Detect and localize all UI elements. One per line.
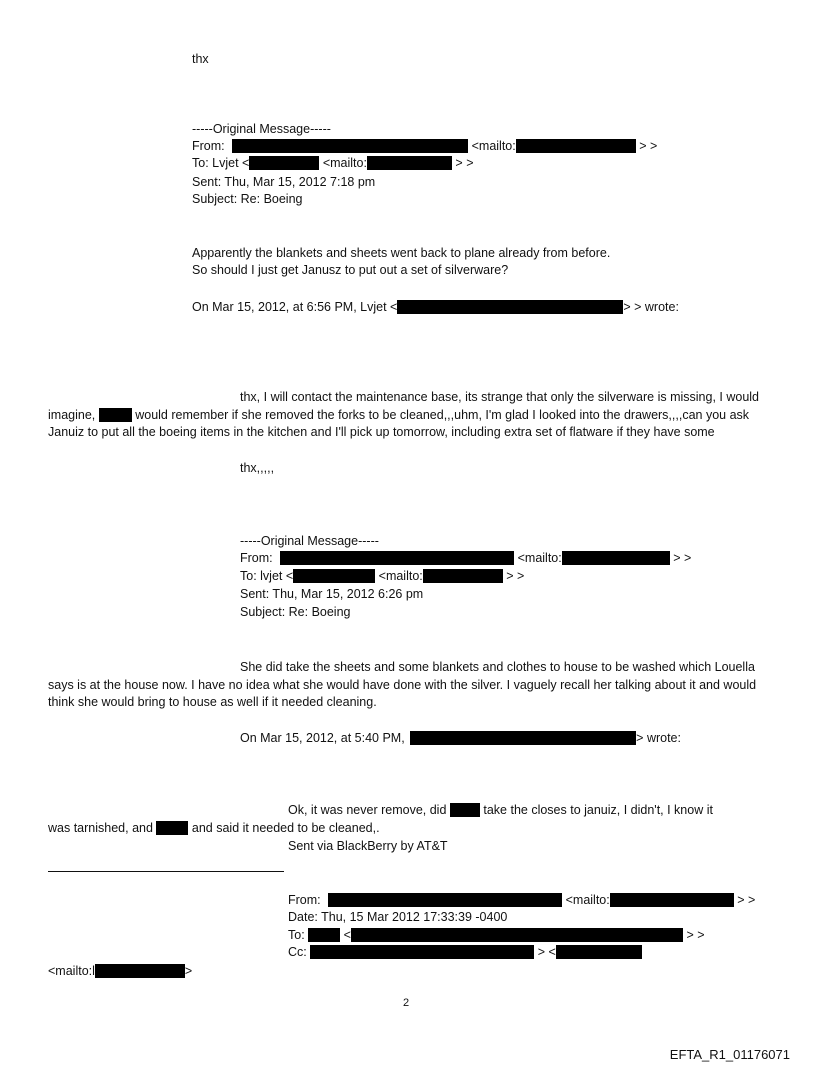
page-number: 2 — [403, 997, 410, 1009]
from-label: From: — [240, 551, 273, 565]
cc-mid: > < — [537, 945, 556, 959]
header-to — [240, 569, 524, 584]
wrote-line — [192, 300, 679, 315]
mailto-end: > — [184, 964, 193, 978]
mailto-end: > > — [639, 139, 658, 153]
signature: Sent via BlackBerry by AT&T — [288, 839, 448, 853]
wrote-prefix: On Mar 15, 2012, at 6:56 PM, Lvjet < — [192, 300, 398, 314]
from-label: From: — [192, 139, 225, 153]
original-message-divider: -----Original Message----- — [192, 122, 331, 136]
redaction-block — [310, 945, 534, 959]
mailto-label: <mailto: — [517, 551, 562, 565]
mailto-end: > > — [737, 893, 756, 907]
message-text: Ok, it was never remove, did — [288, 803, 447, 817]
redaction-block — [95, 964, 185, 978]
message-line — [288, 803, 713, 818]
header-cc — [288, 945, 642, 960]
mailto-tail — [48, 964, 192, 979]
redaction-block — [410, 731, 636, 745]
wrote-line — [240, 731, 681, 746]
redaction-block — [308, 928, 340, 942]
body-line: So should I just get Janusz to put out a set of silverware? — [192, 263, 509, 277]
redaction-block — [293, 569, 375, 583]
body-line: Apparently the blankets and sheets went back to plane already from before. — [192, 246, 611, 260]
redaction-block — [232, 139, 468, 153]
redaction-block — [562, 551, 670, 565]
redaction-block — [423, 569, 503, 583]
mailto-end: > > — [673, 551, 692, 565]
closing: thx,,,,, — [240, 461, 275, 475]
wrote-prefix: On Mar 15, 2012, at 5:40 PM, — [240, 731, 405, 745]
message-body: She did take the sheets and some blankets and clothes to house to be washed which Louella says is at the house now. I have no idea what she would have done with the silver. I vaguely recall her talking about it and would think she would bring to house as well if it needed cleaning. — [48, 660, 757, 709]
header-from — [192, 139, 657, 154]
message-line — [48, 821, 380, 836]
message-text: take the closes to januiz, I didn't, I know it — [483, 803, 713, 817]
redaction-block — [367, 156, 452, 170]
mailto-label: <mailto: — [565, 893, 610, 907]
header-date: Date: Thu, 15 Mar 2012 17:33:39 -0400 — [288, 910, 508, 924]
header-to — [192, 156, 474, 171]
divider-line — [48, 871, 284, 872]
redaction-block — [610, 893, 734, 907]
header-subject: Subject: Re: Boeing — [192, 192, 303, 206]
redaction-block — [328, 893, 562, 907]
message-text: and said it needed to be cleaned,. — [191, 821, 380, 835]
header-sent: Sent: Thu, Mar 15, 2012 7:18 pm — [192, 175, 376, 189]
mailto-end: > > — [455, 156, 474, 170]
redaction-block — [450, 803, 480, 817]
to-end: > > — [686, 928, 705, 942]
mailto-label: <mailto: — [322, 156, 367, 170]
redaction-block — [249, 156, 319, 170]
message-text: thx, I will contact the maintenance base, its strange that only the silverware is missing, I would imagine, — [48, 390, 759, 422]
redaction-block — [351, 928, 683, 942]
header-from — [288, 893, 755, 908]
to-label: To: lvjet < — [240, 569, 294, 583]
redaction-block — [556, 945, 642, 959]
redaction-block — [397, 300, 623, 314]
redaction-block — [516, 139, 636, 153]
to-label: To: Lvjet < — [192, 156, 250, 170]
mailto-label: <mailto: — [471, 139, 516, 153]
header-sent: Sent: Thu, Mar 15, 2012 6:26 pm — [240, 587, 424, 601]
header-subject: Subject: Re: Boeing — [240, 605, 351, 619]
header-from — [240, 551, 691, 566]
mailto-label: <mailto:l — [48, 964, 95, 978]
reply-thx: thx — [192, 52, 209, 66]
to-label: To: — [288, 928, 305, 942]
message-text: would remember if she removed the forks to be cleaned,,,uhm, I'm glad I looked into the drawers,,,,can you ask Januiz to put all the boeing items in the kitchen and I'll pick up tomorrow, including extra set of flatware if they have some — [48, 407, 750, 439]
header-to — [288, 928, 705, 943]
from-label: From: — [288, 893, 321, 907]
to-mid: < — [343, 928, 351, 942]
original-message-divider: -----Original Message----- — [240, 534, 379, 548]
document-id: EFTA_R1_01176071 — [669, 1047, 790, 1062]
mailto-label: <mailto: — [378, 569, 423, 583]
wrote-suffix: > wrote: — [636, 731, 681, 745]
wrote-suffix: > > wrote: — [623, 300, 679, 314]
redaction-block — [156, 821, 188, 835]
mailto-end: > > — [506, 569, 525, 583]
redaction-block — [99, 408, 132, 422]
message-body — [48, 389, 770, 442]
message-text: was tarnished, and — [48, 821, 153, 835]
cc-label: Cc: — [288, 945, 307, 959]
redaction-block — [280, 551, 514, 565]
